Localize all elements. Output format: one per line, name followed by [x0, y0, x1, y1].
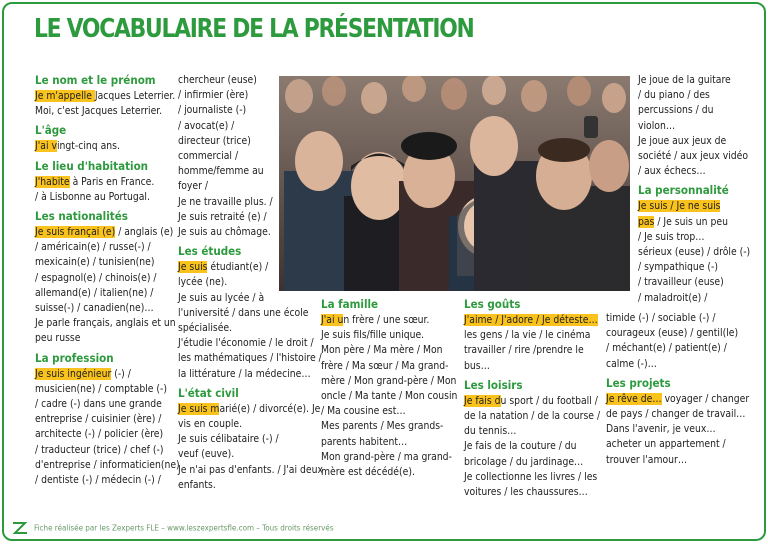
column-5: [638, 73, 750, 306]
vocab-line: [35, 139, 180, 154]
highlighted-phrase: Je suis françai (e): [35, 226, 116, 239]
section-heading-les-gouts: Les goûts: [464, 297, 521, 311]
line-text: / espagnol(e) / chinois(e) /: [35, 271, 157, 284]
column-1: [35, 73, 180, 488]
section-heading-les-etudes: Les études: [178, 244, 242, 259]
vocab-line: [35, 255, 180, 270]
vocab-line: [606, 311, 749, 326]
vocab-line: [464, 439, 600, 454]
section-heading-le-lieu-d-habitation: Le lieu d'habitation: [35, 158, 149, 173]
vocab-line: [321, 450, 457, 465]
vocab-line: [35, 89, 180, 104]
vocab-line: [321, 374, 457, 389]
vocab-line: [464, 394, 600, 409]
line-text: spécialisée.: [178, 322, 233, 335]
vocab-line: [464, 359, 600, 374]
line-text: foyer /: [178, 180, 208, 193]
line-text: Mon père / Ma mère / Mon: [321, 344, 443, 357]
line-text: violon…: [638, 119, 676, 132]
vocab-line: [178, 402, 323, 417]
line-text: suisse(-) / canadien(ne)…: [35, 302, 154, 315]
line-text: / traducteur (trice) / chef (-): [35, 443, 164, 456]
line-text: (-) /: [111, 367, 131, 380]
vocab-line: [35, 458, 180, 473]
line-text: Je joue de la guitare: [638, 74, 731, 86]
vocab-line: [35, 367, 180, 382]
vocab-line: [464, 343, 600, 358]
vocab-line: [321, 328, 457, 343]
crowd-photo-illustration: [279, 76, 630, 291]
vocab-line: [606, 392, 749, 407]
vocab-line: [35, 443, 180, 458]
page-title: LE VOCABULAIRE DE LA PRÉSENTATION: [34, 14, 474, 44]
vocab-line: [464, 313, 600, 328]
line-text: Je suis retraité (e) /: [178, 210, 267, 223]
vocab-line: [464, 470, 600, 485]
vocab-line: [35, 397, 180, 412]
section-heading-les-nationalites: Les nationalités: [35, 209, 128, 224]
crowd-photo: [279, 76, 630, 291]
line-text: acheter un appartement /: [606, 438, 726, 451]
footer-text: Fiche réalisée par les Zexperts FLE – www.leszexpertsfle.com – Tous droits réservés: [34, 523, 334, 533]
line-text: Je suis au lycée / à: [178, 291, 265, 304]
section-heading-les-projets: Les projets: [606, 375, 671, 390]
line-text: ingt-cinq ans.: [56, 140, 120, 153]
line-text: / Je suis un peu: [654, 215, 728, 228]
vocab-line: [638, 88, 750, 103]
line-text: Je joue aux jeux de: [638, 134, 727, 147]
line-text: / anglais (e): [115, 226, 174, 239]
vocab-line: [464, 424, 600, 439]
line-text: / américain(e) / russe(-) /: [35, 241, 151, 254]
line-text: veuf (euve).: [178, 448, 235, 461]
line-text: / Ma cousine est…: [321, 405, 406, 418]
line-text: travailler / rire /prendre le: [464, 344, 584, 357]
line-text: Mes parents / Mes grands-: [321, 420, 444, 433]
vocab-line: [35, 225, 180, 240]
vocab-line: [638, 134, 750, 149]
line-text: du tennis…: [464, 425, 517, 438]
line-text: enfants.: [178, 478, 216, 491]
line-text: Je collectionne les livres / les: [464, 470, 598, 483]
line-text: mère est décédé(e).: [321, 466, 415, 479]
vocab-line: [606, 357, 749, 372]
vocab-line: [35, 271, 180, 286]
line-text: J'étudie l'économie / le droit /: [178, 337, 314, 350]
vocab-line: [321, 404, 457, 419]
line-text: de la natation / de la course /: [464, 410, 601, 423]
zexperts-logo-icon: [12, 522, 28, 534]
line-text: / sympathique (-): [638, 261, 719, 274]
line-text: / à Lisbonne au Portugal.: [35, 190, 150, 203]
line-text: trouver l'amour…: [606, 453, 688, 466]
vocab-line: [35, 301, 180, 316]
vocab-line: [178, 291, 323, 306]
line-text: de pays / changer de travail…: [606, 408, 746, 421]
line-text: lycée (ne).: [178, 276, 228, 289]
line-text: mère / Mon grand-père / Mon: [321, 374, 457, 387]
line-text: Je n'ai pas d'enfants. / J'ai deux: [178, 463, 323, 476]
vocab-line: [35, 104, 180, 119]
vocab-line: [606, 453, 749, 468]
highlighted-phrase: J'habite: [35, 175, 70, 188]
line-text: architecte (-) / policier (ère): [35, 428, 164, 441]
vocab-line: [178, 417, 323, 432]
line-text: oncle / Ma tante / Mon cousin: [321, 390, 458, 403]
line-text: vis en couple.: [178, 418, 243, 431]
vocab-line: [178, 447, 323, 462]
line-text: n frère / une sœur.: [343, 314, 430, 326]
vocab-line: [178, 432, 323, 447]
line-text: Je parle français, anglais et un: [35, 317, 176, 330]
line-text: parents habitent…: [321, 435, 408, 448]
vocab-line: [321, 343, 457, 358]
line-text: musicien(ne) / comptable (-): [35, 382, 167, 395]
line-text: voyager / changer: [661, 392, 750, 405]
vocab-line: [638, 230, 750, 245]
vocab-line: [638, 149, 750, 164]
vocab-line: [638, 164, 750, 179]
line-text: arié(e) / divorcé(e). Je: [219, 402, 321, 415]
vocab-line: [606, 437, 749, 452]
section-heading-le-nom-et-le-prenom: Le nom et le prénom: [35, 73, 156, 87]
column-3: [321, 297, 457, 480]
vocab-line: [638, 73, 750, 88]
line-text: étudiant(e) /: [207, 261, 269, 274]
line-text: d'entreprise / informaticien(ne): [35, 458, 180, 471]
vocab-line: [638, 291, 750, 306]
line-text: mexicain(e) / tunisien(ne): [35, 256, 155, 269]
line-text: Je suis célibataire (-) /: [178, 433, 279, 446]
line-text: commercial /: [178, 150, 239, 163]
line-text: Mon grand-père / ma grand-: [321, 450, 452, 463]
line-text: Moi, c'est Jacques Leterrier.: [35, 105, 163, 118]
line-text: / travailleur (euse): [638, 276, 724, 289]
vocab-line: [464, 455, 600, 470]
vocab-line: [35, 175, 180, 190]
vocab-line: [464, 409, 600, 424]
section-heading-la-profession: La profession: [35, 350, 114, 365]
line-text: à Paris en France.: [69, 175, 155, 188]
vocab-line: [178, 478, 323, 493]
highlighted-phrase: J'aime / J'adore / Je déteste…: [464, 314, 598, 326]
line-text: sérieux (euse) / drôle (-): [638, 246, 751, 259]
footer: [12, 522, 334, 536]
line-text: / infirmier (ère): [178, 89, 249, 102]
vocab-line: [35, 427, 180, 442]
vocab-line: [321, 359, 457, 374]
line-text: la littérature / la médecine…: [178, 367, 311, 380]
vocab-line: [321, 419, 457, 434]
highlighted-phrase: Je fais d: [464, 394, 501, 407]
vocab-line: [178, 306, 323, 321]
vocab-line: [638, 275, 750, 290]
vocab-line: [638, 199, 750, 214]
section-heading-l-age: L'âge: [35, 123, 67, 138]
line-text: timide (-) / sociable (-) /: [606, 312, 716, 324]
line-text: Je ne travaille plus. /: [178, 195, 273, 208]
line-text: homme/femme au: [178, 165, 264, 178]
worksheet-page: [2, 2, 766, 541]
line-text: chercheur (euse): [178, 74, 257, 86]
line-text: u sport / du football /: [500, 394, 598, 407]
highlighted-phrase: J'ai v: [35, 140, 57, 153]
vocab-line: [35, 286, 180, 301]
line-text: directeur (trice): [178, 134, 251, 147]
vocab-line: [638, 103, 750, 118]
line-text: bus…: [464, 359, 490, 372]
line-text: société / aux jeux vidéo: [638, 150, 749, 163]
line-text: / Je suis trop…: [638, 230, 705, 243]
line-text: l'université / dans une école: [178, 306, 309, 319]
vocab-line: [606, 326, 749, 341]
line-text: percussions / du: [638, 104, 714, 117]
line-text: / avocat(e) /: [178, 119, 235, 132]
line-text: courageux (euse) / gentil(le): [606, 327, 739, 340]
line-text: / maladroit(e) /: [638, 291, 708, 304]
column-6: [606, 311, 749, 468]
highlighted-phrase: pas: [638, 215, 655, 228]
line-text: / aux échecs…: [638, 165, 706, 178]
line-text: Je suis au chômage.: [178, 226, 271, 239]
line-text: entreprise / cuisinier (ère) /: [35, 413, 162, 426]
section-heading-les-loisirs: Les loisirs: [464, 377, 523, 392]
highlighted-phrase: Je suis: [178, 261, 208, 274]
vocab-line: [35, 331, 180, 346]
highlighted-phrase: Je suis / Je ne suis: [638, 200, 721, 213]
line-text: Je fais de la couture / du: [464, 440, 577, 453]
line-text: Jacques Leterrier.: [94, 90, 176, 102]
vocab-line: [178, 321, 323, 336]
vocab-line: [638, 215, 750, 230]
vocab-line: [606, 341, 749, 356]
vocab-line: [321, 313, 457, 328]
section-heading-la-famille: La famille: [321, 297, 379, 311]
highlighted-phrase: Je rêve de…: [606, 392, 662, 405]
line-text: les mathématiques / l'histoire /: [178, 352, 322, 365]
vocab-line: [35, 473, 180, 488]
line-text: bricolage / du jardinage…: [464, 455, 584, 468]
vocab-line: [178, 336, 323, 351]
vocab-line: [606, 422, 749, 437]
line-text: / journaliste (-): [178, 104, 247, 117]
line-text: voitures / les chaussures…: [464, 486, 588, 499]
vocab-line: [321, 465, 457, 480]
highlighted-phrase: J'ai u: [321, 314, 344, 326]
line-text: calme (-)…: [606, 357, 657, 370]
line-text: / dentiste (-) / médecin (-) /: [35, 474, 161, 487]
vocab-line: [638, 119, 750, 134]
line-text: / du piano / des: [638, 89, 710, 102]
line-text: Je suis fils/fille unique.: [321, 329, 425, 342]
vocab-line: [178, 367, 323, 382]
vocab-line: [178, 351, 323, 366]
section-heading-la-personnalite: La personnalité: [638, 183, 729, 198]
vocab-line: [178, 463, 323, 478]
vocab-line: [464, 328, 600, 343]
highlighted-phrase: Je suis m: [178, 402, 220, 415]
column-4: [464, 297, 600, 500]
vocab-line: [321, 389, 457, 404]
highlighted-phrase: Je suis ingénieur: [35, 367, 112, 380]
line-text: / cadre (-) dans une grande: [35, 398, 162, 411]
vocab-line: [35, 412, 180, 427]
line-text: / méchant(e) / patient(e) /: [606, 342, 727, 355]
vocab-line: [464, 485, 600, 500]
vocab-line: [638, 245, 750, 260]
vocab-line: [35, 316, 180, 331]
vocab-line: [35, 240, 180, 255]
line-text: allemand(e) / italien(ne) /: [35, 286, 154, 299]
line-text: Dans l'avenir, je veux…: [606, 423, 716, 436]
section-heading-l-etat-civil: L'état civil: [178, 385, 239, 400]
vocab-line: [35, 382, 180, 397]
vocab-line: [606, 407, 749, 422]
line-text: peu russe: [35, 332, 81, 345]
vocab-line: [321, 435, 457, 450]
line-text: frère / Ma sœur / Ma grand-: [321, 359, 449, 372]
vocab-line: [638, 260, 750, 275]
highlighted-phrase: Je m'appelle: [35, 90, 95, 102]
vocab-line: [35, 190, 180, 205]
line-text: les gens / la vie / le cinéma: [464, 329, 591, 342]
